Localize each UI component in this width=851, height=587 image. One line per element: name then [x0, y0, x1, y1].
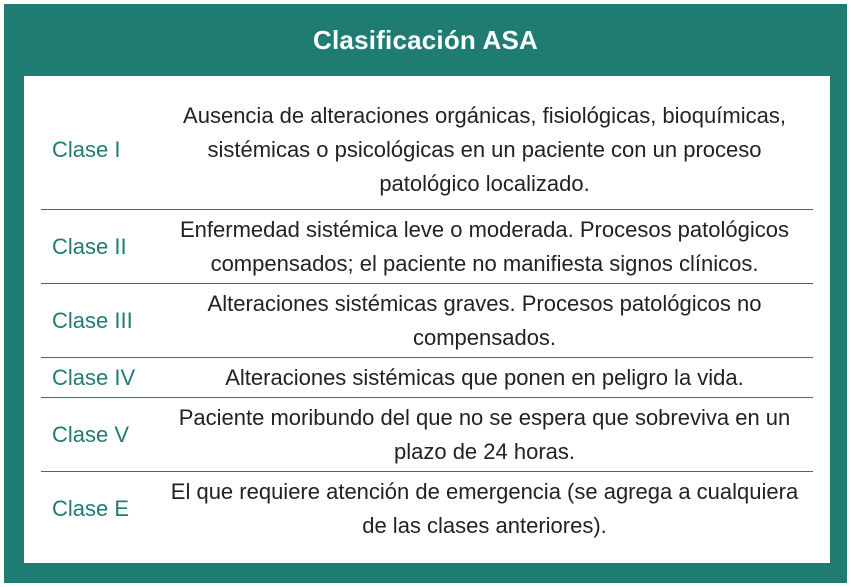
table-row-clase-i [41, 90, 813, 210]
class-description: Alteraciones sistémicas graves. Procesos patológicos no compensados. [207, 290, 762, 350]
table-row-clase-e [41, 472, 813, 546]
table-row-clase-ii [41, 210, 813, 284]
class-label: Clase IV [52, 364, 136, 390]
table-row-clase-iv [41, 358, 813, 398]
class-description: Enfermedad sistémica leve o moderada. Procesos patológicos compensados; el paciente no manifiesta signos clínicos. [180, 216, 789, 276]
classification-table [24, 76, 830, 563]
class-label: Clase V [52, 421, 130, 447]
class-description: Alteraciones sistémicas que ponen en peligro la vida. [225, 364, 744, 390]
class-description: Ausencia de alteraciones orgánicas, fisiológicas, bioquímicas, sistémicas o psicológicas en un paciente con un proceso patológico localizado. [183, 102, 786, 196]
class-label: Clase III [52, 307, 133, 333]
class-label: Clase E [52, 496, 130, 521]
table-row-clase-v [41, 398, 813, 472]
card-title: Clasificación ASA [313, 25, 538, 55]
asa-classification-card [4, 4, 847, 583]
table-row-clase-iii [41, 284, 813, 358]
class-label: Clase I [52, 136, 121, 162]
class-label: Clase II [52, 233, 127, 259]
class-description: Paciente moribundo del que no se espera que sobreviva en un plazo de 24 horas. [178, 404, 791, 464]
class-description: El que requiere atención de emergencia (se agrega a cualquiera de las clases anteriores). [170, 479, 799, 538]
